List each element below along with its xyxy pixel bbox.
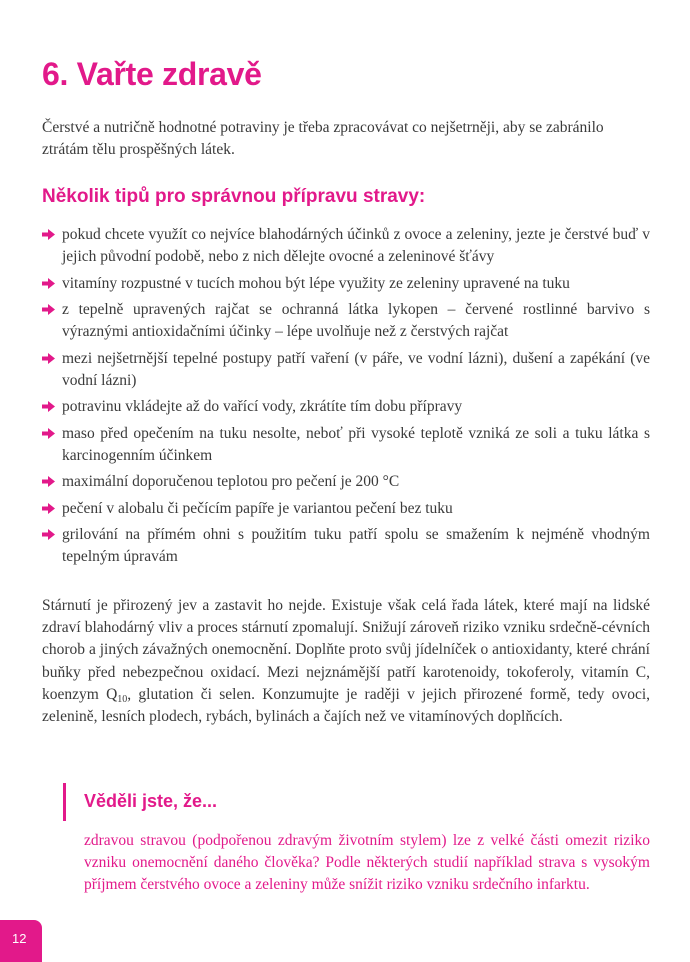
tip-text: maximální doporučenou teplotou pro pečení je 200 °C [62, 473, 400, 490]
arrow-right-icon [42, 529, 55, 540]
page-title: 6. Vařte zdravě [42, 56, 262, 92]
tip-item [42, 498, 650, 520]
intro-paragraph: Čerstvé a nutričně hodnotné potraviny je třeba zpracovávat co nejšetrněji, aby se zabránilo ztrátám tělu prospěšných látek. [42, 119, 604, 158]
arrow-right-icon [42, 278, 55, 289]
aging-paragraph [42, 595, 650, 728]
arrow-right-icon [42, 353, 55, 364]
arrow-right-icon [42, 428, 55, 439]
arrow-right-icon [42, 401, 55, 412]
tip-item [42, 396, 650, 418]
tip-item [42, 273, 650, 295]
did-you-know-accent-bar [63, 783, 66, 821]
aging-text-start: Stárnutí je přirozený jev a zastavit ho nejde. Existuje však celá řada látek, které mají na lidské zdraví blahodárný vliv a proces stárnutí zpomalují. Snižují zároveň riziko vzniku srdečně-cévních chorob a jiných závažných onemocnění. Doplňte proto svůj jídelníček o antioxidanty, které chrání buňky před nebezpečnou oxidací. Mezi nejznámější patří karotenoidy, tokoferoly, vitamín C, koenzym Q [42, 597, 650, 703]
did-you-know-text: zdravou stravou (podpořenou zdravým životním stylem) lze z velké části omezit riziko vzniku onemocnění daného člověka? Podle některých studií například strava s vysokým příjmem čerstvého ovoce a zeleniny může snížit riziko vzniku srdečního infarktu. [84, 832, 650, 893]
tip-item [42, 299, 650, 343]
arrow-right-icon [42, 304, 55, 315]
tip-text: pečení v alobalu či pečícím papíře je variantou pečení bez tuku [62, 499, 453, 517]
tip-text: mezi nejšetrnější tepelné postupy patří vaření (v páře, ve vodní lázni), dušení a zapékání (ve vodní lázni) [62, 349, 650, 389]
tip-item [42, 471, 650, 493]
tip-item [42, 224, 650, 268]
tip-item [42, 348, 650, 392]
tip-text: maso před opečením na tuku nesolte, neboť při vysoké teplotě vzniká ze soli a tuku látka s karcinogenním účinkem [62, 424, 650, 464]
tip-item [42, 524, 650, 568]
tip-item [42, 423, 650, 467]
tip-text: z tepelně upravených rajčat se ochranná látka lykopen – červené rostlinné barvivo s výraznými antioxidačními účinky – lépe uvolňuje než z čerstvých rajčat [62, 301, 650, 340]
page-number: 12 [12, 931, 27, 946]
tip-text: pokud chcete využít co nejvíce blahodárných účinků z ovoce a zeleniny, jezte je čerstvé buď v jejich původní podobě, nebo z nich dělejte ovocné a zeleninové šťávy [62, 226, 650, 265]
tips-heading: Několik tipů pro správnou přípravu stravy: [42, 186, 426, 207]
arrow-right-icon [42, 229, 55, 240]
tip-text: vitamíny rozpustné v tucích mohou být lépe využity ze zeleniny upravené na tuku [62, 274, 570, 292]
aging-text-end: , glutation či selen. Konzumujte je raději v jejich přirozené formě, tedy ovoci, zelenině, lesních plodech, rybách, bylinách a čajích než ve vitamínových doplňcích. [42, 685, 650, 726]
tip-text: potravinu vkládejte až do vařící vody, zkrátíte tím dobu přípravy [62, 398, 463, 415]
arrow-right-icon [42, 503, 55, 514]
tip-text: grilování na přímém ohni s použitím tuku patří spolu se smažením k nejméně vhodným tepelným úpravám [62, 526, 650, 565]
did-you-know-heading: Věděli jste, že... [84, 791, 218, 811]
subscript-10: 10 [117, 693, 128, 705]
tips-list [42, 224, 650, 573]
arrow-right-icon [42, 476, 55, 487]
